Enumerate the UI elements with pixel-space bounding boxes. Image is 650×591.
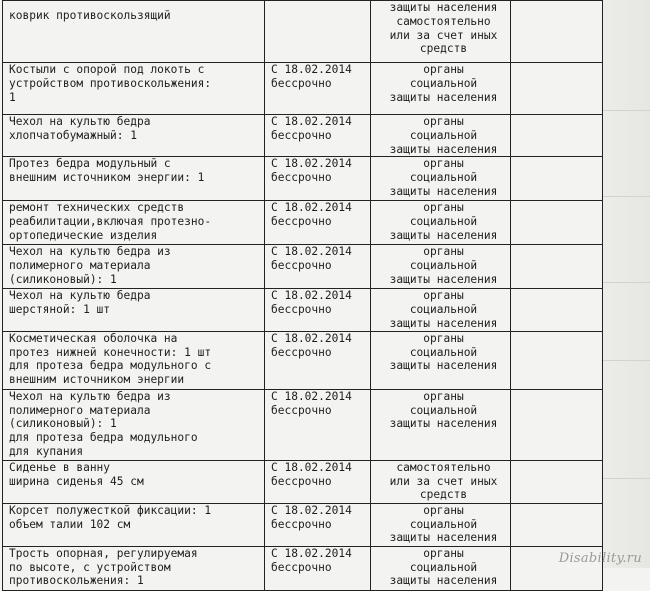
source-cell: самостоятельно или за счет иных средств (371, 460, 511, 503)
item-cell: ремонт технических средств реабилитации,включая протезно- ортопедические изделия (3, 201, 265, 245)
table-row (3, 546, 603, 590)
item-cell: коврик противоскользящий (3, 1, 265, 63)
table-row (3, 289, 603, 331)
date-cell: С 18.02.2014 бессрочно (265, 157, 371, 201)
source-cell: органы социальной защиты населения (371, 331, 511, 389)
extra-cell (511, 115, 603, 157)
source-cell: органы социальной защиты населения (371, 157, 511, 201)
source-cell: органы социальной защиты населения (371, 503, 511, 546)
extra-cell (511, 157, 603, 201)
date-cell: С 18.02.2014 бессрочно (265, 389, 371, 460)
date-cell: С 18.02.2014 бессрочно (265, 63, 371, 115)
table-row (3, 1, 603, 63)
item-cell: Чехол на культю бедра из полимерного материала (силиконовый): 1 (3, 245, 265, 289)
item-cell: Корсет полужесткой фиксации: 1 объем талии 102 см (3, 503, 265, 546)
item-cell: Косметическая оболочка на протез нижней конечности: 1 шт для протеза бедра модульного с внешним источником энергии (3, 331, 265, 389)
date-cell: С 18.02.2014 бессрочно (265, 289, 371, 331)
extra-cell (511, 63, 603, 115)
item-cell: Сиденье в ванну ширина сиденья 45 см (3, 460, 265, 503)
source-cell: органы социальной защиты населения (371, 201, 511, 245)
table-row (3, 503, 603, 546)
table-row (3, 157, 603, 201)
item-cell: Протез бедра модульный с внешним источником энергии: 1 (3, 157, 265, 201)
item-cell: Трость опорная, регулируемая по высоте, с устройством противоскольжения: 1 (3, 546, 265, 590)
date-cell: С 18.02.2014 бессрочно (265, 460, 371, 503)
table-row (3, 245, 603, 289)
item-cell: Чехол на культю бедра шерстяной: 1 шт (3, 289, 265, 331)
table-row (3, 389, 603, 460)
table-row (3, 115, 603, 157)
extra-cell (511, 289, 603, 331)
table-row (3, 63, 603, 115)
table-row (3, 201, 603, 245)
source-cell: органы социальной защиты населения (371, 115, 511, 157)
source-cell: органы социальной защиты населения (371, 245, 511, 289)
source-cell: защиты населения самостоятельно или за счет иных средств (371, 1, 511, 63)
item-cell: Чехол на культю бедра из полимерного материала (силиконовый): 1 для протеза бедра модульного для купания (3, 389, 265, 460)
table-row (3, 460, 603, 503)
item-cell: Костыли с опорой под локоть с устройством противоскольжения: 1 (3, 63, 265, 115)
date-cell: С 18.02.2014 бессрочно (265, 546, 371, 590)
source-cell: органы социальной защиты населения (371, 63, 511, 115)
page-margin-bleed (602, 0, 650, 568)
date-cell: С 18.02.2014 бессрочно (265, 201, 371, 245)
site-watermark: Disability.ru (558, 551, 642, 566)
date-cell: С 18.02.2014 бессрочно (265, 503, 371, 546)
date-cell: С 18.02.2014 бессрочно (265, 245, 371, 289)
source-cell: органы социальной защиты населения (371, 546, 511, 590)
extra-cell (511, 1, 603, 63)
table-row (3, 331, 603, 389)
rehabilitation-means-table (2, 0, 603, 591)
date-cell: С 18.02.2014 бессрочно (265, 331, 371, 389)
date-cell (265, 1, 371, 63)
extra-cell (511, 460, 603, 503)
extra-cell (511, 331, 603, 389)
item-cell: Чехол на культю бедра хлопчатобумажный: 1 (3, 115, 265, 157)
source-cell: органы социальной защиты населения (371, 389, 511, 460)
extra-cell (511, 245, 603, 289)
source-cell: органы социальной защиты населения (371, 289, 511, 331)
date-cell: С 18.02.2014 бессрочно (265, 115, 371, 157)
extra-cell (511, 389, 603, 460)
extra-cell (511, 503, 603, 546)
extra-cell (511, 201, 603, 245)
